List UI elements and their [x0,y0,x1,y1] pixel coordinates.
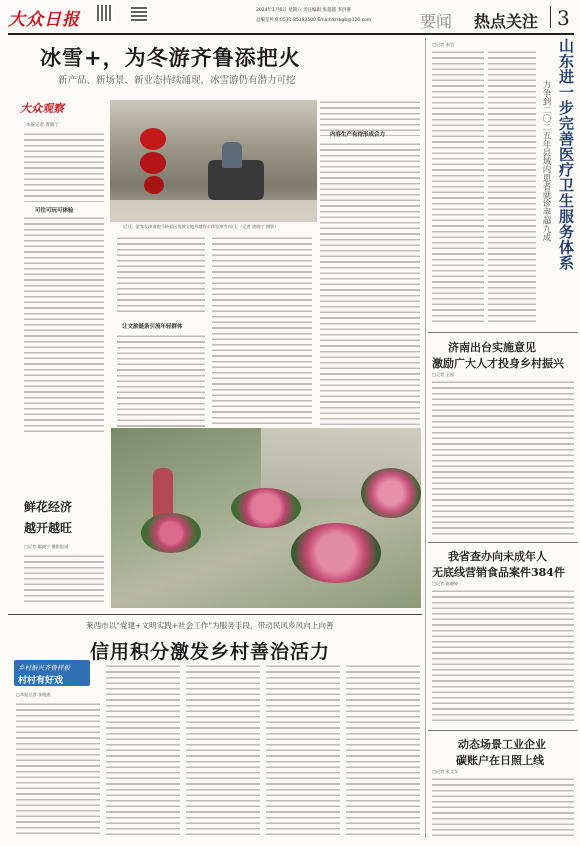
jinan-headline-1: 济南出台实施意见 [448,341,536,354]
right-banner [556,38,578,338]
banner-byline: □记者 张昊 [432,42,455,47]
bottom-body-col4 [266,664,340,838]
flower-headline-1: 鲜花经济 [24,500,73,514]
main-byline: 本报记者 唐晓宁 [26,123,59,128]
rural-tag-line2: 村村有好戏 [18,676,64,686]
minors-headline-2: 无底线营销食品案件384件 [432,566,565,579]
jinan-body [432,380,574,538]
bottom-body-col5 [346,664,420,838]
rider [222,142,242,168]
flower-pot-cluster [141,513,201,553]
qr-code-icon [97,5,113,21]
main-body-col4-b [320,142,420,430]
sub-section-title-2: 内容生产有待形成合力 [330,132,386,138]
minors-body [432,589,574,725]
minors-headline-1: 我省查办向未成年人 [448,550,547,563]
banner-headline: 山东进一步完善医疗卫生服务体系 [557,38,575,271]
industry-body [432,777,574,839]
bottom-kicker: 莱西市以"党建+文明实践+社会工作"为服务手段，带动民风乡风向上向善 [86,621,334,630]
lantern-icon [140,152,166,174]
page-number: 3 [557,6,570,30]
banner-body-b [488,50,536,326]
banner-subhead: 力争到二〇二五年县域内患者就诊率超九成 [541,80,551,242]
jinan-byline: □记者 王福 [432,372,455,377]
newspaper-logo: 大众日报 [8,10,80,30]
industry-headline-2: 碳账户在日照上线 [456,754,544,767]
bottom-body-col2 [106,664,180,838]
sub-section-title-3: 让文旅链条引流年轻群体 [122,324,183,330]
photo-caption: 近日，游客在济南跑马岭景区驾驶全地形越野车体验冰雪项目。（记者 唐晓宁 摄影） [123,224,279,229]
column-tag-label: 大众观察 [20,102,64,115]
flower-story-box [24,498,108,610]
lantern-icon [144,176,164,194]
bottom-body-col3 [186,664,260,838]
date-line: 2024年1月6日 星期六 责任编辑 张超越 李洪赛 [256,8,351,13]
rural-tag [14,660,90,686]
bottom-byline: □本报记者 张晓燕 [16,692,51,697]
main-subhead: 新产品、新场景、新业态持续涌现，冰雪游仍有潜力可挖 [58,75,296,86]
column-tag [20,97,90,115]
flower-pot-cluster [291,523,381,583]
main-body-col1-b [24,216,104,436]
industry-byline: □记者 张文军 [432,769,459,774]
flower-caption: □记者 翟晓宁 摄影报道 [24,544,69,549]
main-headline: 冰雪+，为冬游齐鲁添把火 [40,45,301,70]
jinan-headline-2: 激励广大人才投身乡村振兴 [432,357,564,370]
qr-code-icon [131,5,147,21]
main-body-col2-b [117,334,205,430]
minors-byline: □记者 陈晓婷 [432,581,459,586]
flower-pot-cluster [361,468,421,518]
flower-photo [111,428,421,608]
flower-pot-cluster [231,488,301,528]
sub-section-title: 可往可玩可体验 [35,208,74,214]
section-label: 要闻 [420,12,453,31]
lantern-icon [140,128,166,150]
industry-headline-1: 动态场景工业企业 [458,738,546,751]
rural-tag-line1: 乡村振兴齐鲁样板 [18,664,70,672]
flower-headline-2: 越开越旺 [24,521,73,535]
contact-line: 总编室传真:0531-85193500 Email:dzrbgb@126.com [256,18,372,23]
masthead [0,0,580,34]
main-body-col2 [117,236,205,316]
main-body-col3 [212,236,312,430]
banner-body-a [432,50,484,326]
main-body-col1-a [24,132,104,202]
main-photo [110,100,317,222]
bottom-body-col1 [16,702,100,838]
section-sublabel: 热点关注 [474,12,539,31]
bottom-headline: 信用积分激发乡村善治活力 [90,641,331,663]
